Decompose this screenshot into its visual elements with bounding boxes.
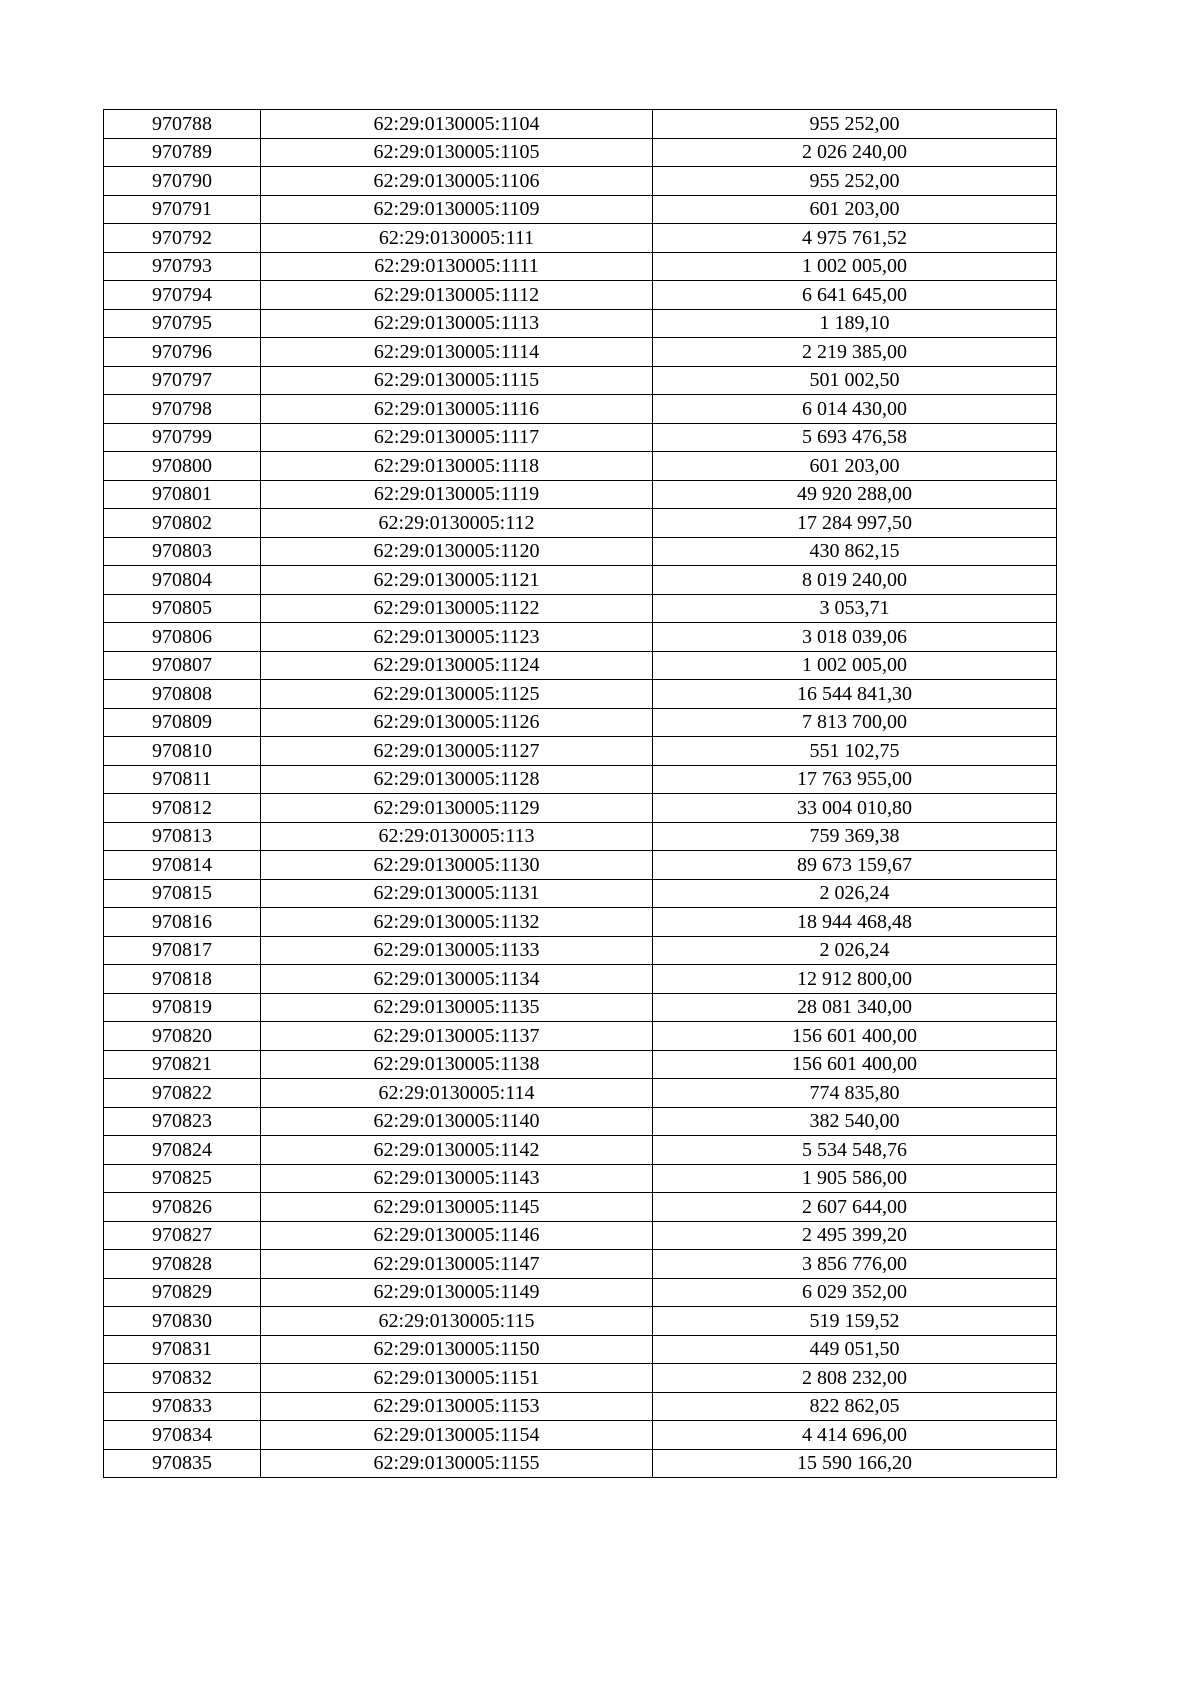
table-row: [104, 822, 1057, 851]
cadastral-number-cell: 62:29:0130005:1104: [261, 110, 653, 139]
row-number-cell: 970789: [104, 138, 261, 167]
cadastral-number-cell: 62:29:0130005:1153: [261, 1392, 653, 1421]
cadastral-value-cell: 6 029 352,00: [653, 1278, 1057, 1307]
cadastral-value-cell: 759 369,38: [653, 822, 1057, 851]
table-row: [104, 1278, 1057, 1307]
table-row: [104, 1364, 1057, 1393]
cadastral-number-cell: 62:29:0130005:1117: [261, 423, 653, 452]
cadastral-value-cell: 3 018 039,06: [653, 623, 1057, 652]
cadastral-number-cell: 62:29:0130005:114: [261, 1079, 653, 1108]
table-row: [104, 936, 1057, 965]
row-number-cell: 970818: [104, 965, 261, 994]
table-row: [104, 509, 1057, 538]
table-row: [104, 366, 1057, 395]
row-number-cell: 970829: [104, 1278, 261, 1307]
row-number-cell: 970827: [104, 1221, 261, 1250]
table-row: [104, 1421, 1057, 1450]
table-row: [104, 195, 1057, 224]
cadastral-number-cell: 62:29:0130005:1142: [261, 1136, 653, 1165]
cadastral-number-cell: 62:29:0130005:1155: [261, 1449, 653, 1478]
cadastral-value-cell: 774 835,80: [653, 1079, 1057, 1108]
row-number-cell: 970828: [104, 1250, 261, 1279]
cadastral-value-cell: 2 495 399,20: [653, 1221, 1057, 1250]
table-row: [104, 1221, 1057, 1250]
row-number-cell: 970819: [104, 993, 261, 1022]
table-row: [104, 480, 1057, 509]
cadastral-value-cell: 49 920 288,00: [653, 480, 1057, 509]
row-number-cell: 970794: [104, 281, 261, 310]
row-number-cell: 970801: [104, 480, 261, 509]
row-number-cell: 970802: [104, 509, 261, 538]
cadastral-number-cell: 62:29:0130005:1116: [261, 395, 653, 424]
cadastral-value-cell: 5 693 476,58: [653, 423, 1057, 452]
cadastral-value-cell: 449 051,50: [653, 1335, 1057, 1364]
cadastral-number-cell: 62:29:0130005:1124: [261, 651, 653, 680]
row-number-cell: 970810: [104, 737, 261, 766]
cadastral-value-cell: 17 763 955,00: [653, 765, 1057, 794]
cadastral-number-cell: 62:29:0130005:1126: [261, 708, 653, 737]
cadastral-value-cell: 156 601 400,00: [653, 1022, 1057, 1051]
cadastral-value-cell: 822 862,05: [653, 1392, 1057, 1421]
cadastral-number-cell: 62:29:0130005:1122: [261, 594, 653, 623]
cadastral-value-cell: 33 004 010,80: [653, 794, 1057, 823]
table-row: [104, 794, 1057, 823]
row-number-cell: 970797: [104, 366, 261, 395]
row-number-cell: 970823: [104, 1107, 261, 1136]
cadastral-number-cell: 62:29:0130005:1127: [261, 737, 653, 766]
table-row: [104, 908, 1057, 937]
cadastral-value-cell: 1 002 005,00: [653, 252, 1057, 281]
cadastral-value-cell: 12 912 800,00: [653, 965, 1057, 994]
table-row: [104, 1307, 1057, 1336]
table-row: [104, 651, 1057, 680]
cadastral-value-cell: 3 856 776,00: [653, 1250, 1057, 1279]
cadastral-value-cell: 6 641 645,00: [653, 281, 1057, 310]
cadastral-number-cell: 62:29:0130005:1106: [261, 167, 653, 196]
row-number-cell: 970803: [104, 537, 261, 566]
cadastral-value-cell: 2 026,24: [653, 879, 1057, 908]
cadastral-number-cell: 62:29:0130005:1111: [261, 252, 653, 281]
cadastral-number-cell: 62:29:0130005:1133: [261, 936, 653, 965]
cadastral-number-cell: 62:29:0130005:1135: [261, 993, 653, 1022]
row-number-cell: 970835: [104, 1449, 261, 1478]
cadastral-value-cell: 2 026 240,00: [653, 138, 1057, 167]
row-number-cell: 970796: [104, 338, 261, 367]
cadastral-number-cell: 62:29:0130005:1113: [261, 309, 653, 338]
table-row: [104, 594, 1057, 623]
table-row: [104, 1136, 1057, 1165]
row-number-cell: 970806: [104, 623, 261, 652]
cadastral-number-cell: 62:29:0130005:1140: [261, 1107, 653, 1136]
table-row: [104, 423, 1057, 452]
cadastral-value-cell: 382 540,00: [653, 1107, 1057, 1136]
cadastral-value-cell: 501 002,50: [653, 366, 1057, 395]
cadastral-number-cell: 62:29:0130005:1151: [261, 1364, 653, 1393]
row-number-cell: 970815: [104, 879, 261, 908]
row-number-cell: 970800: [104, 452, 261, 481]
cadastral-number-cell: 62:29:0130005:1128: [261, 765, 653, 794]
table-row: [104, 309, 1057, 338]
cadastral-number-cell: 62:29:0130005:1114: [261, 338, 653, 367]
table-row: [104, 110, 1057, 139]
table-row: [104, 1193, 1057, 1222]
cadastral-number-cell: 62:29:0130005:1121: [261, 566, 653, 595]
row-number-cell: 970811: [104, 765, 261, 794]
cadastral-value-cell: 519 159,52: [653, 1307, 1057, 1336]
row-number-cell: 970812: [104, 794, 261, 823]
table-row: [104, 138, 1057, 167]
row-number-cell: 970833: [104, 1392, 261, 1421]
cadastral-value-cell: 6 014 430,00: [653, 395, 1057, 424]
row-number-cell: 970793: [104, 252, 261, 281]
table-row: [104, 1164, 1057, 1193]
cadastral-value-cell: 2 219 385,00: [653, 338, 1057, 367]
row-number-cell: 970807: [104, 651, 261, 680]
row-number-cell: 970805: [104, 594, 261, 623]
cadastral-number-cell: 62:29:0130005:1143: [261, 1164, 653, 1193]
table-row: [104, 338, 1057, 367]
cadastral-value-cell: 3 053,71: [653, 594, 1057, 623]
table-row: [104, 281, 1057, 310]
row-number-cell: 970791: [104, 195, 261, 224]
table-row: [104, 395, 1057, 424]
cadastral-number-cell: 62:29:0130005:1154: [261, 1421, 653, 1450]
row-number-cell: 970809: [104, 708, 261, 737]
row-number-cell: 970808: [104, 680, 261, 709]
cadastral-value-cell: 1 002 005,00: [653, 651, 1057, 680]
cadastral-value-cell: 551 102,75: [653, 737, 1057, 766]
table-row: [104, 965, 1057, 994]
table-row: [104, 623, 1057, 652]
cadastral-number-cell: 62:29:0130005:1147: [261, 1250, 653, 1279]
cadastral-number-cell: 62:29:0130005:1105: [261, 138, 653, 167]
cadastral-value-cell: 17 284 997,50: [653, 509, 1057, 538]
cadastral-value-table: [103, 109, 1057, 1478]
cadastral-number-cell: 62:29:0130005:1149: [261, 1278, 653, 1307]
cadastral-value-cell: 7 813 700,00: [653, 708, 1057, 737]
cadastral-number-cell: 62:29:0130005:1145: [261, 1193, 653, 1222]
cadastral-value-cell: 18 944 468,48: [653, 908, 1057, 937]
table-row: [104, 1050, 1057, 1079]
table-row: [104, 1250, 1057, 1279]
row-number-cell: 970792: [104, 224, 261, 253]
cadastral-number-cell: 62:29:0130005:1129: [261, 794, 653, 823]
cadastral-number-cell: 62:29:0130005:1123: [261, 623, 653, 652]
table-row: [104, 851, 1057, 880]
cadastral-number-cell: 62:29:0130005:111: [261, 224, 653, 253]
table-row: [104, 1079, 1057, 1108]
cadastral-number-cell: 62:29:0130005:1118: [261, 452, 653, 481]
table-row: [104, 680, 1057, 709]
cadastral-value-cell: 4 975 761,52: [653, 224, 1057, 253]
row-number-cell: 970822: [104, 1079, 261, 1108]
cadastral-value-cell: 601 203,00: [653, 452, 1057, 481]
cadastral-number-cell: 62:29:0130005:113: [261, 822, 653, 851]
cadastral-value-cell: 955 252,00: [653, 110, 1057, 139]
row-number-cell: 970820: [104, 1022, 261, 1051]
table-row: [104, 1022, 1057, 1051]
row-number-cell: 970795: [104, 309, 261, 338]
table-row: [104, 452, 1057, 481]
table-row: [104, 224, 1057, 253]
table-row: [104, 993, 1057, 1022]
cadastral-number-cell: 62:29:0130005:1134: [261, 965, 653, 994]
cadastral-value-cell: 156 601 400,00: [653, 1050, 1057, 1079]
table-row: [104, 765, 1057, 794]
cadastral-value-cell: 955 252,00: [653, 167, 1057, 196]
row-number-cell: 970824: [104, 1136, 261, 1165]
row-number-cell: 970814: [104, 851, 261, 880]
row-number-cell: 970788: [104, 110, 261, 139]
table-row: [104, 566, 1057, 595]
row-number-cell: 970831: [104, 1335, 261, 1364]
cadastral-number-cell: 62:29:0130005:1132: [261, 908, 653, 937]
row-number-cell: 970813: [104, 822, 261, 851]
row-number-cell: 970799: [104, 423, 261, 452]
row-number-cell: 970826: [104, 1193, 261, 1222]
row-number-cell: 970816: [104, 908, 261, 937]
cadastral-value-cell: 430 862,15: [653, 537, 1057, 566]
cadastral-number-cell: 62:29:0130005:1115: [261, 366, 653, 395]
table-row: [104, 1107, 1057, 1136]
cadastral-value-cell: 16 544 841,30: [653, 680, 1057, 709]
cadastral-value-cell: 28 081 340,00: [653, 993, 1057, 1022]
cadastral-number-cell: 62:29:0130005:115: [261, 1307, 653, 1336]
table-row: [104, 737, 1057, 766]
cadastral-number-cell: 62:29:0130005:1150: [261, 1335, 653, 1364]
cadastral-value-cell: 2 808 232,00: [653, 1364, 1057, 1393]
table-row: [104, 167, 1057, 196]
cadastral-value-cell: 5 534 548,76: [653, 1136, 1057, 1165]
cadastral-number-cell: 62:29:0130005:1112: [261, 281, 653, 310]
cadastral-value-cell: 1 189,10: [653, 309, 1057, 338]
row-number-cell: 970798: [104, 395, 261, 424]
table-row: [104, 1335, 1057, 1364]
cadastral-number-cell: 62:29:0130005:1109: [261, 195, 653, 224]
row-number-cell: 970817: [104, 936, 261, 965]
cadastral-value-cell: 2 026,24: [653, 936, 1057, 965]
cadastral-number-cell: 62:29:0130005:1119: [261, 480, 653, 509]
cadastral-value-cell: 601 203,00: [653, 195, 1057, 224]
table-row: [104, 537, 1057, 566]
row-number-cell: 970825: [104, 1164, 261, 1193]
row-number-cell: 970832: [104, 1364, 261, 1393]
cadastral-number-cell: 62:29:0130005:1146: [261, 1221, 653, 1250]
cadastral-number-cell: 62:29:0130005:1137: [261, 1022, 653, 1051]
cadastral-number-cell: 62:29:0130005:1125: [261, 680, 653, 709]
row-number-cell: 970804: [104, 566, 261, 595]
cadastral-value-cell: 2 607 644,00: [653, 1193, 1057, 1222]
cadastral-number-cell: 62:29:0130005:1130: [261, 851, 653, 880]
table-row: [104, 708, 1057, 737]
table-row: [104, 879, 1057, 908]
table-body: [104, 110, 1057, 1478]
row-number-cell: 970821: [104, 1050, 261, 1079]
table-row: [104, 1392, 1057, 1421]
cadastral-value-cell: 4 414 696,00: [653, 1421, 1057, 1450]
cadastral-value-cell: 15 590 166,20: [653, 1449, 1057, 1478]
row-number-cell: 970790: [104, 167, 261, 196]
cadastral-value-cell: 89 673 159,67: [653, 851, 1057, 880]
table-row: [104, 252, 1057, 281]
cadastral-number-cell: 62:29:0130005:1120: [261, 537, 653, 566]
row-number-cell: 970830: [104, 1307, 261, 1336]
cadastral-number-cell: 62:29:0130005:112: [261, 509, 653, 538]
cadastral-number-cell: 62:29:0130005:1131: [261, 879, 653, 908]
table-row: [104, 1449, 1057, 1478]
cadastral-value-cell: 1 905 586,00: [653, 1164, 1057, 1193]
cadastral-value-cell: 8 019 240,00: [653, 566, 1057, 595]
row-number-cell: 970834: [104, 1421, 261, 1450]
cadastral-number-cell: 62:29:0130005:1138: [261, 1050, 653, 1079]
